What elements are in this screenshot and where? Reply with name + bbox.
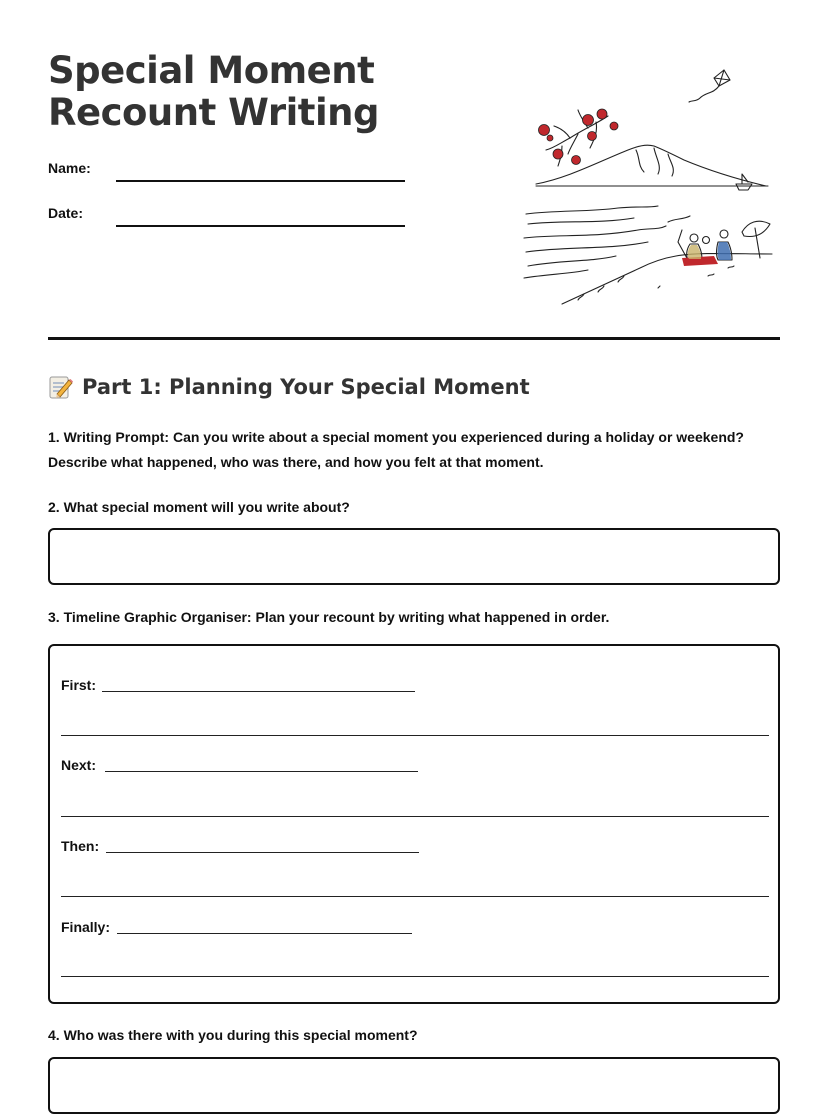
timeline-next-line-2[interactable] bbox=[61, 816, 769, 817]
timeline-finally-line[interactable] bbox=[117, 933, 412, 934]
timeline-first-label: First: bbox=[61, 677, 96, 693]
timeline-then-line-2[interactable] bbox=[61, 896, 769, 897]
writing-prompt: 1. Writing Prompt: Can you write about a special moment you experienced during a holiday or weekend? Describe what happened, who was there, and how you felt at that moment. bbox=[48, 429, 744, 470]
name-line[interactable] bbox=[116, 180, 405, 182]
timeline-next-label: Next: bbox=[61, 757, 97, 773]
timeline-finally-line-2[interactable] bbox=[61, 976, 769, 977]
name-label: Name: bbox=[48, 160, 91, 176]
title-line-2: Recount Writing bbox=[48, 91, 379, 134]
memo-pencil-icon bbox=[48, 374, 74, 400]
question-3-label: 3. Timeline Graphic Organiser: Plan your recount by writing what happened in order. bbox=[48, 609, 610, 625]
timeline-first-line[interactable] bbox=[102, 691, 415, 692]
who-was-there-answer-box[interactable] bbox=[48, 1057, 780, 1114]
section-divider bbox=[48, 337, 780, 340]
date-label: Date: bbox=[48, 205, 84, 221]
timeline-first-line-2[interactable] bbox=[61, 735, 769, 736]
question-4-label: 4. Who was there with you during this special moment? bbox=[48, 1027, 418, 1043]
timeline-then-label: Then: bbox=[61, 838, 100, 854]
worksheet-title bbox=[48, 50, 379, 134]
part-1-heading bbox=[48, 374, 530, 400]
question-2-label: 2. What special moment will you write about? bbox=[48, 499, 350, 515]
part-1-heading-text: Part 1: Planning Your Special Moment bbox=[82, 375, 530, 399]
date-line[interactable] bbox=[116, 225, 405, 227]
timeline-then-line[interactable] bbox=[106, 852, 419, 853]
timeline-finally-label: Finally: bbox=[61, 919, 111, 935]
special-moment-answer-box[interactable] bbox=[48, 528, 780, 585]
timeline-organiser bbox=[48, 644, 780, 1004]
kite-mountain-picnic-illustration bbox=[518, 62, 780, 312]
timeline-next-line[interactable] bbox=[105, 771, 418, 772]
title-line-1: Special Moment bbox=[48, 49, 375, 92]
